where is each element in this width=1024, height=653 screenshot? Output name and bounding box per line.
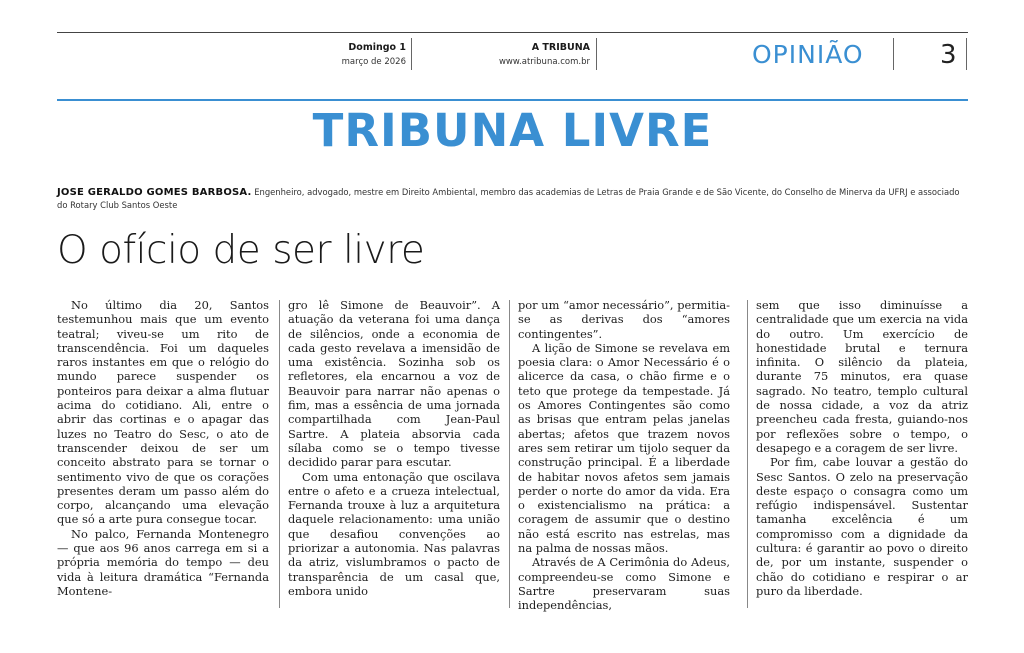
section-rule	[57, 99, 968, 101]
article-body	[57, 298, 968, 618]
masthead-divider	[596, 38, 597, 70]
masthead-divider	[893, 38, 894, 70]
edition-date	[300, 42, 406, 67]
paper-url: www.atribuna.com.br	[498, 57, 590, 67]
section-name: OPINIÃO	[752, 40, 864, 69]
article-headline: O ofício de ser livre	[57, 228, 425, 273]
column-rule	[279, 300, 280, 608]
edition-month-year: março de 2026	[341, 57, 406, 67]
paper-name: A TRIBUNA	[531, 42, 590, 53]
paragraph: Com uma entonação que oscilava entre o afeto e a crueza intelectual, Fernanda trouxe à luz a arquitetura daquele relacionamento: uma união que desafiou convenções ao priorizar a autonomia. Nas palavras da atriz, vislumbramos o pacto de transparência de um casal que, embora unido	[288, 469, 500, 598]
edition-weekday: Domingo 1	[348, 42, 406, 53]
page-number: 3	[940, 40, 957, 70]
paragraph: por um “amor necessário”, permitia-se as derivas dos “amores contingentes”.	[518, 298, 730, 341]
top-rule	[57, 32, 968, 33]
article-column-3	[518, 298, 730, 613]
column-rule	[747, 300, 748, 608]
byline	[57, 186, 968, 211]
paragraph: Através de A Cerimônia do Adeus, compreendeu-se como Simone e Sartre preservaram suas independências,	[518, 555, 730, 613]
masthead-divider	[411, 38, 412, 70]
paragraph: gro lê Simone de Beauvoir”. A atuação da veterana foi uma dança de silêncios, onde a economia de cada gesto revelava a imensidão de uma existência. Sozinha sob os refletores, ela encarnou a voz de Beauvoir para narrar não apenas o fim, mas a essência de uma jornada compartilhada com Jean-Paul Sartre. A plateia absorvia cada sílaba como se o tempo tivesse decidido parar para escutar.	[288, 298, 500, 470]
paper-info	[414, 42, 590, 67]
paragraph: No palco, Fernanda Montenegro — que aos 96 anos carrega em si a própria memória do tempo — deu vida à leitura dramática “Fernanda Montene-	[57, 526, 269, 598]
article-column-4	[756, 298, 968, 598]
masthead-divider	[966, 38, 967, 70]
article-column-1	[57, 298, 269, 598]
paragraph: sem que isso diminuísse a centralidade que um exercia na vida do outro. Um exercício de honestidade brutal e ternura infinita. O silêncio da plateia, durante 75 minutos, era quase sagrado. No teatro, templo cultural de nossa cidade, a voz da atriz preencheu cada fresta, guiando-nos por reflexões sobre o tempo, o desapego e a coragem de ser livre.	[756, 298, 968, 455]
column-title: TRIBUNA LIVRE	[312, 104, 713, 157]
column-rule	[509, 300, 510, 608]
author-bio: Engenheiro, advogado, mestre em Direito Ambiental, membro das academias de Letras de Praia Grande e de São Vicente, do Conselho de Minerva da UFRJ e associado do Rotary Club Santos Oeste	[57, 187, 960, 210]
paragraph: A lição de Simone se revelava em poesia clara: o Amor Necessário é o alicerce da casa, o chão firme e o teto que protege da tempestade. Já os Amores Contingentes são como as brisas que entram pelas janelas abertas; afetos que trazem novos ares sem retirar um tijolo sequer da construção principal. É a liberdade de habitar novos afetos sem jamais perder o norte do amor da vida. Era o existencialismo na prática: a coragem de assumir que o destino não está escrito nas estrelas, mas na palma de nossas mãos.	[518, 340, 730, 556]
paragraph: No último dia 20, Santos testemunhou mais que um evento teatral; viveu-se um rito de transcendência. Foi um daqueles raros instantes em que o relógio do mundo parece suspender os ponteiros para deixar a alma flutuar acima do cotidiano. Ali, entre o abrir das cortinas e o apagar das luzes no Teatro do Sesc, o ato de transcender deixou de ser um conceito abstrato para se tornar o sentimento vivo de que os corações presentes deram um passo além do corpo, alcançando uma elevação que só a arte pura consegue tocar.	[57, 298, 269, 527]
author-name: JOSE GERALDO GOMES BARBOSA.	[57, 187, 252, 198]
paragraph: Por fim, cabe louvar a gestão do Sesc Santos. O zelo na preservação deste espaço o consagra como um refúgio indispensável. Sustentar tamanha excelência é um compromisso com a dignidade da cultura: é garantir ao povo o direito de, por um instante, suspender o chão do cotidiano e respirar o ar puro da liberdade.	[756, 455, 968, 598]
article-column-2	[288, 298, 500, 598]
